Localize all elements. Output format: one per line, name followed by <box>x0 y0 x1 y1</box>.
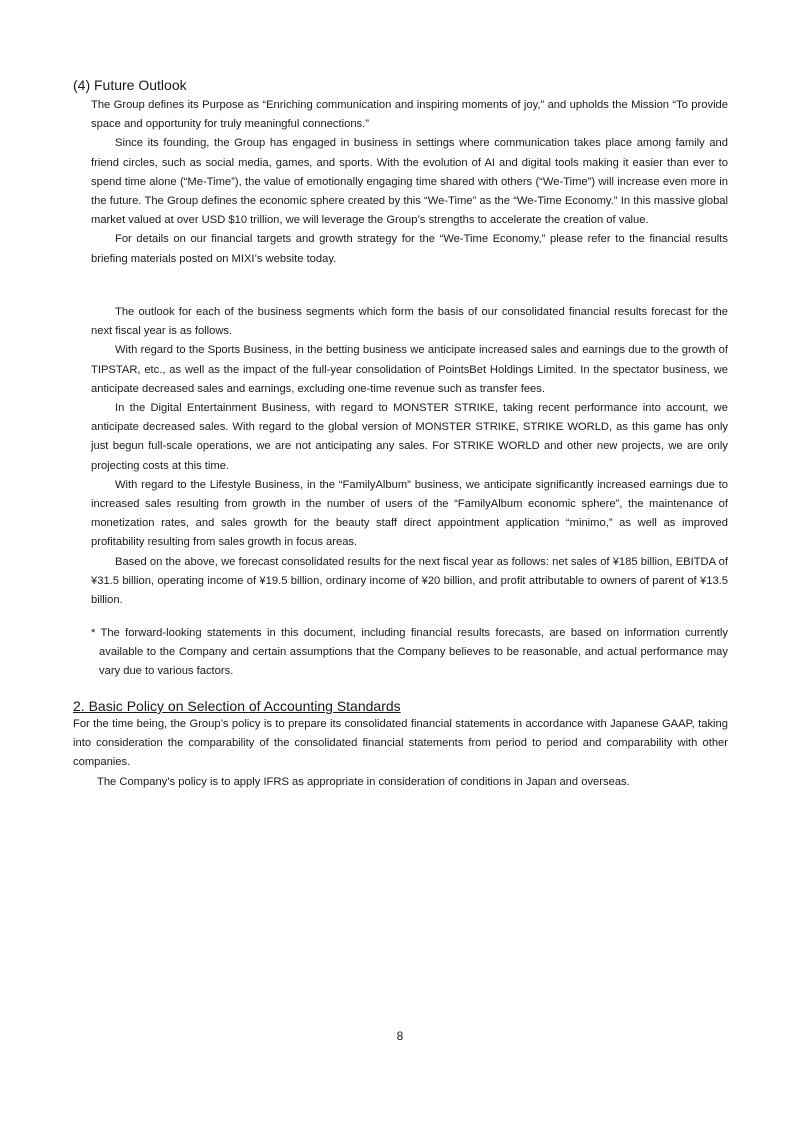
segments-intro-paragraph: The outlook for each of the business segments which form the basis of our consolidated financial results forecast for the next fiscal year is as follows. <box>91 306 728 338</box>
ifrs-policy-paragraph: The Company’s policy is to apply IFRS as appropriate in consideration of conditions in Japan and overseas. <box>97 775 630 788</box>
future-outlook-intro <box>91 96 728 269</box>
segment-outlook <box>91 303 728 610</box>
page-number: 8 <box>396 1029 404 1043</box>
section-heading-future-outlook: (4) Future Outlook <box>73 77 187 93</box>
accounting-policy-section <box>73 715 728 792</box>
gaap-policy-paragraph: For the time being, the Group’s policy is to prepare its consolidated financial statements in accordance with Japanese GAAP, taking into consideration the comparability of the consolidated financial statements from period to period and comparability with other companies. <box>73 718 728 769</box>
digital-entertainment-paragraph: In the Digital Entertainment Business, with regard to MONSTER STRIKE, taking recent performance into account, we anticipate decreased sales. With regard to the global version of MONSTER STRIKE, STRIKE WORLD, as this game has only just begun full-scale operations, we are not anticipating any sales. For STRIKE WORLD and other new projects, we are only projecting costs at this time. <box>91 402 728 472</box>
purpose-paragraph: The Group defines its Purpose as “Enriching communication and inspiring moments of joy,” and upholds the Mission “To provide space and opportunity for truly meaningful connections.” <box>91 99 728 131</box>
we-time-paragraph: Since its founding, the Group has engaged in business in settings where communication takes place among family and friend circles, such as social media, games, and sports. With the evolution of AI and digital tools making it easier than ever to spend time alone (“Me-Time”), the value of emotionally engaging time shared with others (“We-Time”) will increase even more in the future. The Group defines the economic sphere created by this “We-Time” as the “We-Time Economy.” In this massive global market valued at over USD $10 trillion, we will leverage the Group’s strengths to accelerate the creation of value. <box>91 137 728 227</box>
forecast-paragraph: Based on the above, we forecast consolidated results for the next fiscal year as follows: net sales of ¥185 billion, EBITDA of ¥31.5 billion, operating income of ¥19.5 billion, ordinary income of ¥20 billion, and profit attributable to owners of parent of ¥13.5 billion. <box>91 555 728 607</box>
section-heading-accounting-standards: 2. Basic Policy on Selection of Accounting Standards <box>73 698 401 714</box>
forward-looking-note: * The forward-looking statements in this document, including financial results forecasts, are based on information currently available to the Company and certain assumptions that the Company believes to be reasonable, and actual performance may vary due to various factors. <box>91 627 728 678</box>
lifestyle-business-paragraph: With regard to the Lifestyle Business, in the “FamilyAlbum” business, we anticipate significantly increased earnings due to increased sales resulting from growth in the number of users of the “FamilyAlbum economic sphere”, the maintenance of monetization rates, and sales growth for the beauty staff direct appointment application “minimo,” as well as improved profitability resulting from sales growth in focus areas. <box>91 478 728 549</box>
sports-business-paragraph: With regard to the Sports Business, in the betting business we anticipate increased sales and earnings due to the growth of TIPSTAR, etc., as well as the impact of the full-year consolidation of PointsBet Holdings Limited. In the spectator business, we anticipate decreased sales and earnings, excluding one-time revenue such as transfer fees. <box>91 344 728 395</box>
financial-targets-paragraph: For details on our financial targets and growth strategy for the “We-Time Economy,” please refer to the financial results briefing materials posted on MIXI’s website today. <box>91 233 728 265</box>
